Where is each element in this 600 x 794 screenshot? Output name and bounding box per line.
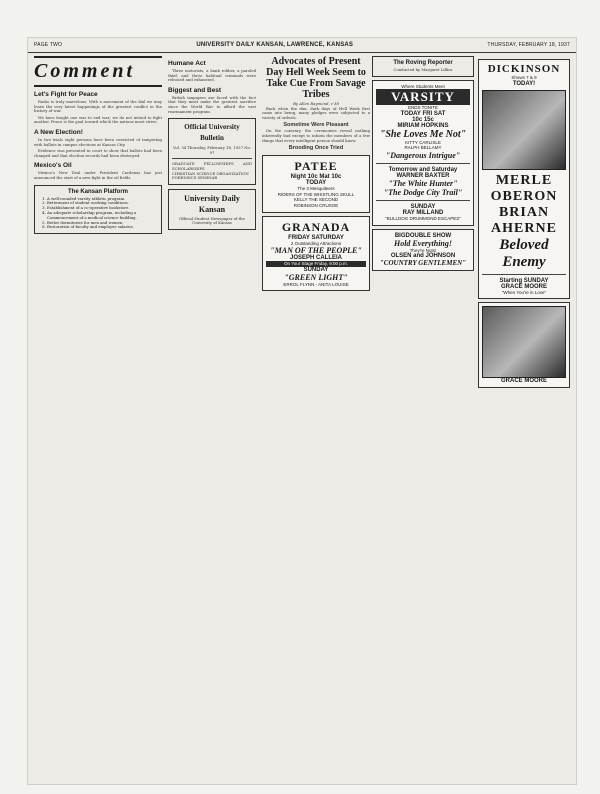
editorial-column <box>168 56 256 778</box>
granada-ad <box>262 216 370 292</box>
star-photo <box>482 90 566 170</box>
film-title: "BULLDOG DRUMMOND ESCAPES" <box>385 215 461 221</box>
kansan-platform <box>34 185 162 235</box>
film-title: "Dangerous Intrigue" <box>385 150 461 160</box>
divider <box>376 163 470 164</box>
masthead: UNIVERSITY DAILY KANSAN, LAWRENCE, KANSAS <box>196 42 354 48</box>
bill-line: 2 Outstanding Attractions <box>290 240 342 246</box>
film-title: "The White Hunter" <box>388 178 458 188</box>
star-name: MERLE OBERON <box>490 172 558 204</box>
subhead: Brooding Once Tried <box>288 145 344 152</box>
theater-name: PATEE <box>294 159 338 174</box>
bulletin-notice: FORENSICS SEMINAR <box>172 175 218 181</box>
star-name: ERROL FLYNN - ANITA LOUISE <box>283 281 349 287</box>
sunday-label: Starting SUNDAY <box>499 277 549 284</box>
bulletin-notice: CHRISTIAN SCIENCE ORGANIZATION <box>172 170 249 176</box>
lead-headline: Advocates of Present Day Hell Week Seem to Take Cue From Savage Tribes <box>266 56 366 100</box>
page-label: PAGE TWO <box>34 42 63 48</box>
today-label: TODAY! <box>512 80 536 87</box>
paragraph: Back when the dim, dark days of Hell Week first came into being, many pledges were subjected to a variety of ordeals. <box>262 105 370 120</box>
feature: KELLY THE SECOND <box>293 197 339 203</box>
varsity-ad <box>372 80 474 226</box>
day: SAT <box>433 110 446 117</box>
article-title: A New Election! <box>34 128 83 136</box>
today-label: TODAY <box>305 180 327 187</box>
star-name: KITTY CARLISLE <box>405 139 441 145</box>
star-name: WARNER BAXTER <box>396 172 450 179</box>
newspaper-page <box>28 38 576 784</box>
platform-title: The Kansan Platform <box>67 188 128 195</box>
platform-item: 3. Establishment of a co-operative bookstore. <box>47 206 158 211</box>
sunday-label: SUNDAY <box>303 266 329 273</box>
bulletin-volume: Vol. 34 Thursday, February 18, 1937 No. 97 <box>173 145 251 155</box>
tomorrow-label: Tomorrow and Saturday <box>388 166 458 173</box>
paragraph: We have fought one war to end war; we do not intend to fight another. Peace is the goal toward which the nations must strive. <box>34 114 162 125</box>
film-title: Beloved Enemy <box>499 236 549 270</box>
platform-item: 5. Better dormitories for men and women. <box>47 221 158 226</box>
film-title: "She Loves Me Not" <box>379 128 467 140</box>
hold-line: Hold Everything! <box>393 238 452 248</box>
byline: By Allen Raymond, c'38 <box>293 101 339 106</box>
sunday-label: SUNDAY <box>410 203 436 210</box>
tagline: Where Students Meet <box>401 83 445 89</box>
paragraph: Radio is truly marvelous. With a movement of the dial we may learn the very latest happenings of the greatest conflict in the history of war. <box>34 99 162 114</box>
bulletin-title: Official University Bulletin <box>184 123 240 143</box>
day: TODAY <box>400 110 421 117</box>
paragraph: On the contrary, the ceremonies reveal nothing inherently bad except to inform the members of a few things that every intelligent person should know. <box>262 128 370 143</box>
theater-name: VARSITY <box>376 89 470 105</box>
official-bulletin <box>168 118 256 185</box>
article-body <box>168 96 256 114</box>
divider <box>482 274 566 275</box>
promo-photo <box>482 306 566 378</box>
paragraph: In two trials eight persons have been convicted of tampering with ballots in campus elections at Kansas City. <box>34 136 162 147</box>
film-title: "When You're in Love" <box>501 289 547 295</box>
feature: The 3 Mesquiteers <box>297 186 335 192</box>
udk-masthead-box <box>168 189 256 230</box>
film-title: "MAN OF THE PEOPLE" <box>270 246 362 256</box>
article-title: Humane Act <box>168 60 206 67</box>
paragraph: British taxpayers are faced with the fact that they must make the greatest sacrifice since the World War to afford the vast rearmament program. <box>168 94 256 114</box>
star-name: GRACE MOORE <box>500 283 547 290</box>
bulletin-notice: GRADUATE FELLOWSHIPS AND SCHOLARSHIPS <box>172 161 252 171</box>
article-body <box>168 69 256 83</box>
bigdouble-ad <box>372 229 474 272</box>
udk-subtitle: Official Student Newspaper of the University of Kansas <box>179 215 245 226</box>
day: FRI <box>422 110 433 117</box>
film-title: "The Dodge City Trail" <box>383 187 463 197</box>
article-title: Let's Fight for Peace <box>34 91 98 98</box>
star-name: BRIAN AHERNE <box>491 204 557 236</box>
page-header <box>28 38 576 53</box>
paragraph: Three motorists, a bank robber, a paroled thief, and three habitual criminals were released and exhausted. <box>168 68 256 83</box>
dateline: THURSDAY, FEBRUARY 18, 1937 <box>487 42 570 48</box>
star-name: RALPH BELLAMY <box>404 145 442 151</box>
star-name: MIRIAM HOPKINS <box>397 122 449 129</box>
stage-show: On Your Stage Friday, 9:00 p.m. <box>266 261 366 267</box>
platform-item: 1. A well-rounded varsity athletic program. <box>47 197 158 202</box>
show-title: BIGDOUBLE SHOW <box>394 232 452 239</box>
comment-column <box>34 56 162 778</box>
roving-sub: Conducted by Margaret Lillios <box>393 67 453 72</box>
platform-item: 4. An adequate scholarship program, including a Commencement of a medical science building. <box>47 211 158 221</box>
feature: RIDERS OF THE WHISTLING SKULL <box>277 191 355 197</box>
promo-star: GRACE MOORE <box>500 378 547 385</box>
ends-label: ENDS TONITE <box>407 105 439 111</box>
star-name: RAY MILLAND <box>402 209 444 216</box>
lead-body <box>262 107 370 153</box>
paragraph: Mexico's New Deal under President Cardenas has just announced the start of a new fight in the oil fields. <box>34 170 162 180</box>
prices: 10c 15c <box>412 116 434 123</box>
varsity-column <box>372 56 474 778</box>
roving-reporter <box>372 56 474 77</box>
film-title: "COUNTRY GENTLEMEN" <box>379 259 467 268</box>
article-title: Biggest and Best <box>168 86 222 94</box>
platform-item: 2. Betterment of student working conditions. <box>47 201 158 206</box>
divider <box>376 200 470 201</box>
platform-item: 6. Restoration of faculty and employee salaries. <box>47 225 158 230</box>
star-name: JOSEPH CALLEIA <box>289 255 342 262</box>
article-body <box>34 171 162 180</box>
film-title: "GREEN LIGHT" <box>284 272 348 282</box>
article-body <box>34 138 162 158</box>
article-body <box>34 100 162 125</box>
promo-ad <box>478 302 570 388</box>
roving-title: The Roving Reporter <box>393 60 453 66</box>
theater-name: GRANADA <box>281 219 351 234</box>
friday-label: FRIDAY SATURDAY <box>288 234 344 241</box>
center-column <box>262 56 370 778</box>
prices: Night 10c Mat 10c <box>290 174 342 181</box>
theater-name: DICKINSON <box>487 63 561 75</box>
feature: ROBINSON CRUSOE <box>293 202 339 208</box>
udk-title: University Daily Kansan <box>184 193 240 214</box>
article-title: Mexico's Oil <box>34 162 72 170</box>
comment-banner: Comment <box>34 56 162 87</box>
dickinson-column <box>478 56 570 778</box>
shows-label: Shows 7 & 9 <box>511 75 537 80</box>
tagline: They're Nuts! <box>409 247 437 253</box>
paragraph: Evidence was presented in court to show that ballots had been changed and that election records had been destroyed. <box>34 148 162 158</box>
dickinson-ad <box>478 59 570 299</box>
divider <box>172 158 252 159</box>
star-name: OLSEN and JOHNSON <box>390 253 456 260</box>
subhead: Sometime Were Pleasant <box>283 122 349 129</box>
patee-ad <box>262 155 370 212</box>
